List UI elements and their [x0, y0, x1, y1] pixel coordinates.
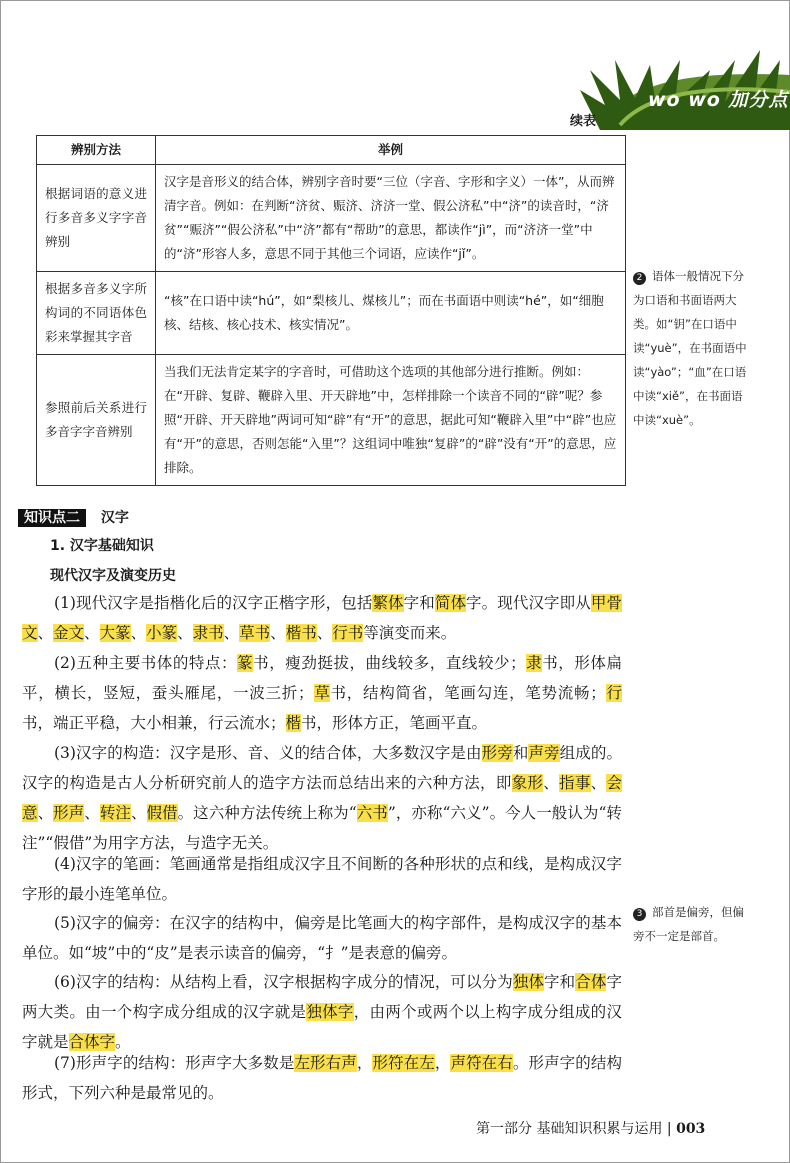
paragraph-1: (1)现代汉字是指楷化后的汉字正楷字形，包括繁体字和简体字。现代汉字即从甲骨文、金文、大篆、小篆、隶书、草书、楷书、行书等演变而来。 [22, 594, 622, 642]
note-number: 3 [633, 908, 646, 921]
table-header-method: 辨别方法 [37, 136, 156, 165]
note-text: 语体一般情况下分为口语和书面语两大类。如“钥”在口语中读“yuè”，在书面语中读“yào”；“血”在口语中读“xiě”，在书面语中读“xuè”。 [633, 269, 747, 427]
table-row [37, 165, 626, 272]
paragraph-3: (3)汉字的构造：汉字是形、音、义的结合体，大多数汉字是由形旁和声旁组成的。汉字的构造是古人分析研究前人的造字方法而总结出来的六种方法，即象形、指事、会意、形声、转注、假借。这六种方法传统上称为“六书”，亦称“六义”。今人一般认为“转注”“假借”为用字方法，与造字无关。 [22, 744, 622, 852]
section-badge: 知识点二 [18, 509, 86, 527]
method-cell: 根据多音多义字所构词的不同语体色彩来掌握其字音 [37, 272, 156, 355]
footer-part: 第一部分 基础知识积累与运用 [476, 1121, 663, 1137]
banner-label: wo wo 加分点 [648, 89, 789, 111]
subheading-basic: 1. 汉字基础知识 [50, 538, 154, 554]
note-number: 2 [633, 272, 646, 285]
section-heading [18, 507, 129, 527]
note-text: 部首是偏旁，但偏旁不一定是部首。 [633, 905, 744, 943]
table-header-example: 举例 [156, 136, 626, 165]
paragraph-7: (7)形声字的结构：形声字大多数是左形右声，形符在左，声符在右。形声字的结构形式，下列六种是最常见的。 [22, 1054, 622, 1102]
side-note-3 [633, 900, 753, 948]
method-table [36, 135, 626, 486]
table-continued-label: 续表 [570, 114, 597, 129]
page-footer: 第一部分 基础知识积累与运用 | 003 [476, 1121, 706, 1137]
subheading-history: 现代汉字及演变历史 [50, 568, 176, 584]
example-cell: “核”在口语中读“hú”，如“梨核儿、煤核儿”；而在书面语中则读“hé”，如“细胞核、结核、核心技术、核实情况”。 [156, 272, 626, 355]
side-note-2 [633, 264, 753, 432]
method-cell: 根据词语的意义进行多音多义字字音辨别 [37, 165, 156, 272]
table-row [37, 272, 626, 355]
section-title: 汉字 [100, 510, 129, 526]
example-cell: 当我们无法肯定某字的字音时，可借助这个选项的其他部分进行推断。例如：在“开辟、复辟、鞭辟入里、开天辟地”中，怎样排除一个读音不同的“辟”呢？参照“开辟、开天辟地”两词可知“辟”有“开”的意思，据此可知“鞭辟入里”中“辟”也应有“开”的意思，否则怎能“入里”？这组词中唯独“复辟”的“辟”没有“开”的意思，应排除。 [156, 355, 626, 486]
example-cell: 汉字是音形义的结合体，辨别字音时要“三位（字音、字形和字义）一体”，从而辨清字音。例如：在判断“济贫、赈济、济济一堂、假公济私”中“济”的读音时，“济贫”“赈济”“假公济私”中“济”都有“帮助”的意思，都读作“jì”，而“济济一堂”中的“济”形容人多，意思不同于其他三个词语，应读作“jǐ”。 [156, 165, 626, 272]
paragraph-4: (4)汉字的笔画：笔画通常是指组成汉字且不间断的各种形状的点和线，是构成汉字字形的最小连笔单位。 [22, 855, 622, 903]
paragraph-2: (2)五种主要书体的特点：篆书，瘦劲挺拔，曲线较多，直线较少；隶书，形体扁平，横长，竖短，蚕头雁尾，一波三折；草书，结构简省，笔画勾连，笔势流畅；行书，端正平稳，大小相兼，行云流水；楷书，形体方正，笔画平直。 [22, 654, 622, 732]
paragraph-5: (5)汉字的偏旁：在汉字的结构中，偏旁是比笔画大的构字部件，是构成汉字的基本单位。如“坡”中的“皮”是表示读音的偏旁，“扌”是表意的偏旁。 [22, 914, 622, 962]
method-cell: 参照前后关系进行多音字字音辨别 [37, 355, 156, 486]
page-number: 003 [676, 1121, 706, 1137]
paragraph-6: (6)汉字的结构：从结构上看，汉字根据构字成分的情况，可以分为独体字和合体字两大类。由一个构字成分组成的汉字就是独体字，由两个或两个以上构字成分组成的汉字就是合体字。 [22, 973, 622, 1051]
table-row [37, 355, 626, 486]
